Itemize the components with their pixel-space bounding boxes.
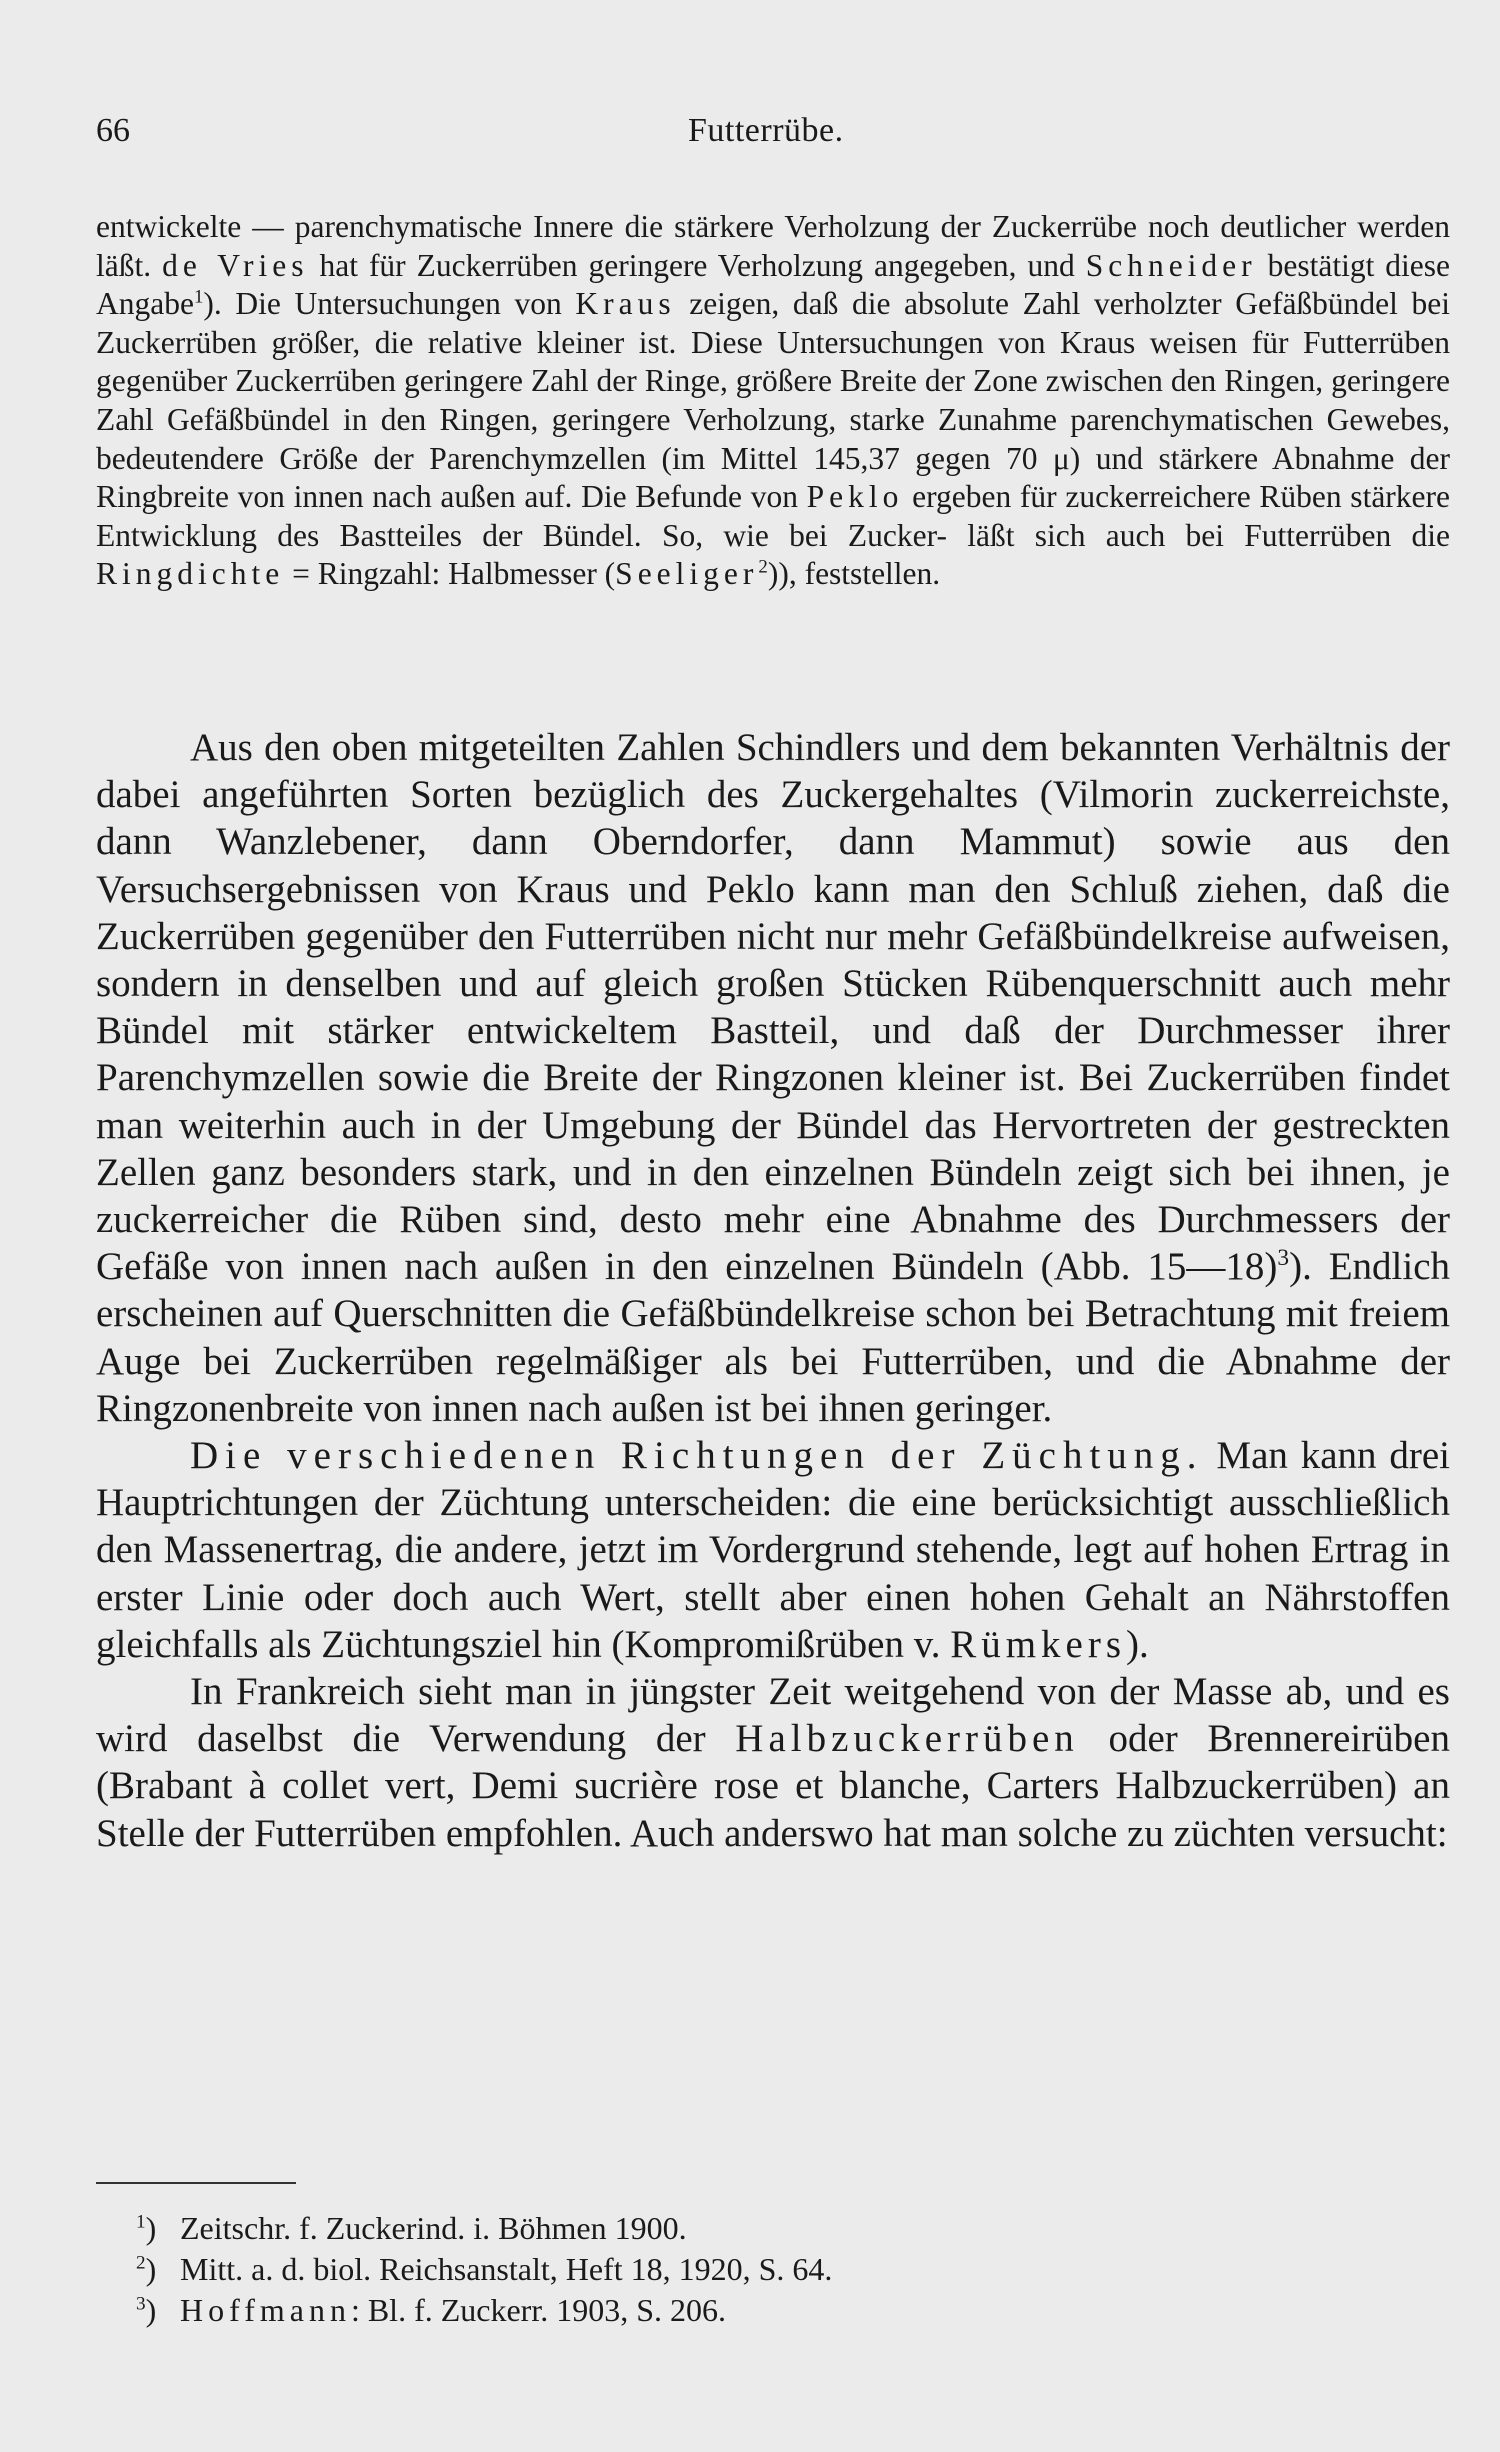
footnote-text: Mitt. a. d. biol. Reichsanstalt, Heft 18, 1920, S. 64.: [180, 2251, 833, 2287]
page-number: 66: [96, 112, 130, 149]
paragraph: [96, 724, 1450, 1432]
text-run: Aus den oben mitgeteilten Zahlen Schindlers und dem bekannten Verhältnis der dabei angeführten Sorten bezüglich des Zuckergehaltes (Vilmorin zuckerreichste, dann Wanzlebener, dann Oberndorfer, dann Mammut) sowie aus den Versuchsergebnissen von Kraus und Peklo kann man den Schluß ziehen, daß die Zuckerrüben gegenüber den Futterrüben nicht nur mehr Gefäßbündelkreise aufweisen, sondern in denselben und auf gleich großen Stücken Rübenquerschnitt auch mehr Bündel mit stärker entwickeltem Bastteil, und daß der Durchmesser ihrer Parenchymzellen sowie die Breite der Ringzonen kleiner ist. Bei Zuckerrüben findet man weiterhin auch in der Umgebung der Bündel das Hervortreten der gestreckten Zellen ganz besonders stark, und in den einzelnen Bündeln zeigt sich bei ihnen, je zuckerreicher die Rüben sind, desto mehr eine Abnahme des Durchmessers der Gefäße von innen nach außen in den einzelnen Bündeln (Abb. 15—18): [96, 726, 1450, 1289]
text-run: oder Brennereirüben (Brabant à collet vert, Demi sucrière rose et blanche, Carters Halbzuckerrüben) an Stelle der Futterrüben empfohlen. Auch anderswo hat man solche zu züchten versucht:: [96, 1717, 1450, 1855]
main-text: [96, 724, 1450, 1857]
footnote-mark: 3: [136, 2293, 146, 2315]
text-run: entwickelte — parenchymatische Innere die stärkere Verholzung der Zuckerrübe noch deutlicher werden läßt.: [96, 209, 1450, 283]
text-run: bestätigt diese Angabe: [96, 247, 1451, 322]
author-name: Peklo: [806, 479, 904, 515]
footnote-ref: 1: [193, 286, 204, 308]
footnote-mark: 1: [136, 2211, 146, 2233]
footnotes: [136, 2208, 1280, 2331]
author-name: Seeliger: [615, 556, 759, 592]
emphasized-term: Ringdichte: [96, 556, 285, 592]
paragraph: [96, 1432, 1450, 1668]
footnote: $^3$) Hoffmann: Bl. f. Zuckerr. 1903, S. 206.: [136, 2292, 727, 2328]
text-run: Man kann drei Hauptrichtungen der Züchtung unterscheiden: die eine berücksichtigt ausschließlich den Massenertrag, die andere, jetzt im Vordergrund stehende, legt auf hohen Ertrag in erster Linie oder doch auch Wert, stellt aber einen hohen Gehalt an Nährstoffen gleichfalls als Züchtungsziel hin (Kompromißrüben v.: [96, 1434, 1450, 1666]
text-run: In Frankreich sieht man in jüngster Zeit weitgehend von der Masse ab, und es wird daselbst die Verwendung der: [96, 1670, 1450, 1761]
author-name: Rümkers: [950, 1622, 1127, 1666]
footnote-text: Zeitschr. f. Zuckerind. i. Böhmen 1900.: [180, 2210, 687, 2246]
text-run: ).: [1126, 1622, 1149, 1666]
text-run: )), feststellen.: [767, 556, 941, 592]
footnote-ref: 2: [758, 556, 768, 578]
text-run: ). Endlich erscheinen auf Querschnitten die Gefäßbündelkreise schon bei Betrachtung mit freiem Auge bei Zuckerrüben regelmäßiger als bei Futterrüben, und die Abnahme der Ringzonenbreite von innen nach außen ist bei ihnen geringer.: [96, 1245, 1450, 1430]
author-name: de Vries: [162, 247, 309, 283]
text-run: = Ringzahl: Halbmesser (: [284, 556, 616, 592]
author-name: Schneider: [1085, 247, 1257, 283]
text-run: hat für Zuckerrüben geringere Verholzung angegeben, und: [308, 247, 1086, 283]
paragraph: [96, 1668, 1450, 1857]
footnote-text: : Bl. f. Zuckerr. 1903, S. 206.: [350, 2292, 727, 2328]
footnote-divider: [96, 2182, 296, 2184]
text-run: ergeben für zuckerreichere Rüben stärkere Entwicklung des Bastteiles der Bündel. So, wie bei Zucker- läßt sich auch bei Futterrüben die: [96, 479, 1450, 553]
author-name: Hoffmann: [180, 2292, 351, 2328]
footnote: $^1$) Zeitschr. f. Zuckerind. i. Böhmen 1900.: [136, 2210, 687, 2246]
running-title: Futterrübe.: [688, 112, 844, 149]
text-run: ). Die Untersuchungen von: [203, 286, 576, 322]
emphasized-term: Halbzuckerrüben: [735, 1717, 1079, 1761]
text-run: zeigen, daß die absolute Zahl verholzter Gefäßbündel bei Zuckerrüben größer, die relative kleiner ist. Diese Untersuchungen von Kraus weisen für Futterrüben gegenüber Zuckerrüben geringere Zahl der Ringe, größere Breite der Zone zwischen den Ringen, geringere Zahl Gefäßbündel in den Ringen, geringere Verholzung, starke Zunahme parenchymatischen Gewebes, bedeutendere Größe der Parenchymzellen (im Mittel 145,37 gegen 70 μ) und stärkere Abnahme der Ringbreite von innen nach außen auf. Die Befunde von: [96, 286, 1450, 515]
author-name: Kraus: [575, 286, 676, 322]
footnote-ref: 3: [1277, 1245, 1290, 1272]
section-heading: Die verschiedenen Richtungen der Züchtung.: [190, 1434, 1204, 1478]
small-print-paragraph: [96, 208, 1450, 594]
footnote: $^2$) Mitt. a. d. biol. Reichsanstalt, Heft 18, 1920, S. 64.: [136, 2251, 833, 2287]
footnote-mark: 2: [136, 2252, 146, 2274]
page-header: [96, 112, 1390, 162]
